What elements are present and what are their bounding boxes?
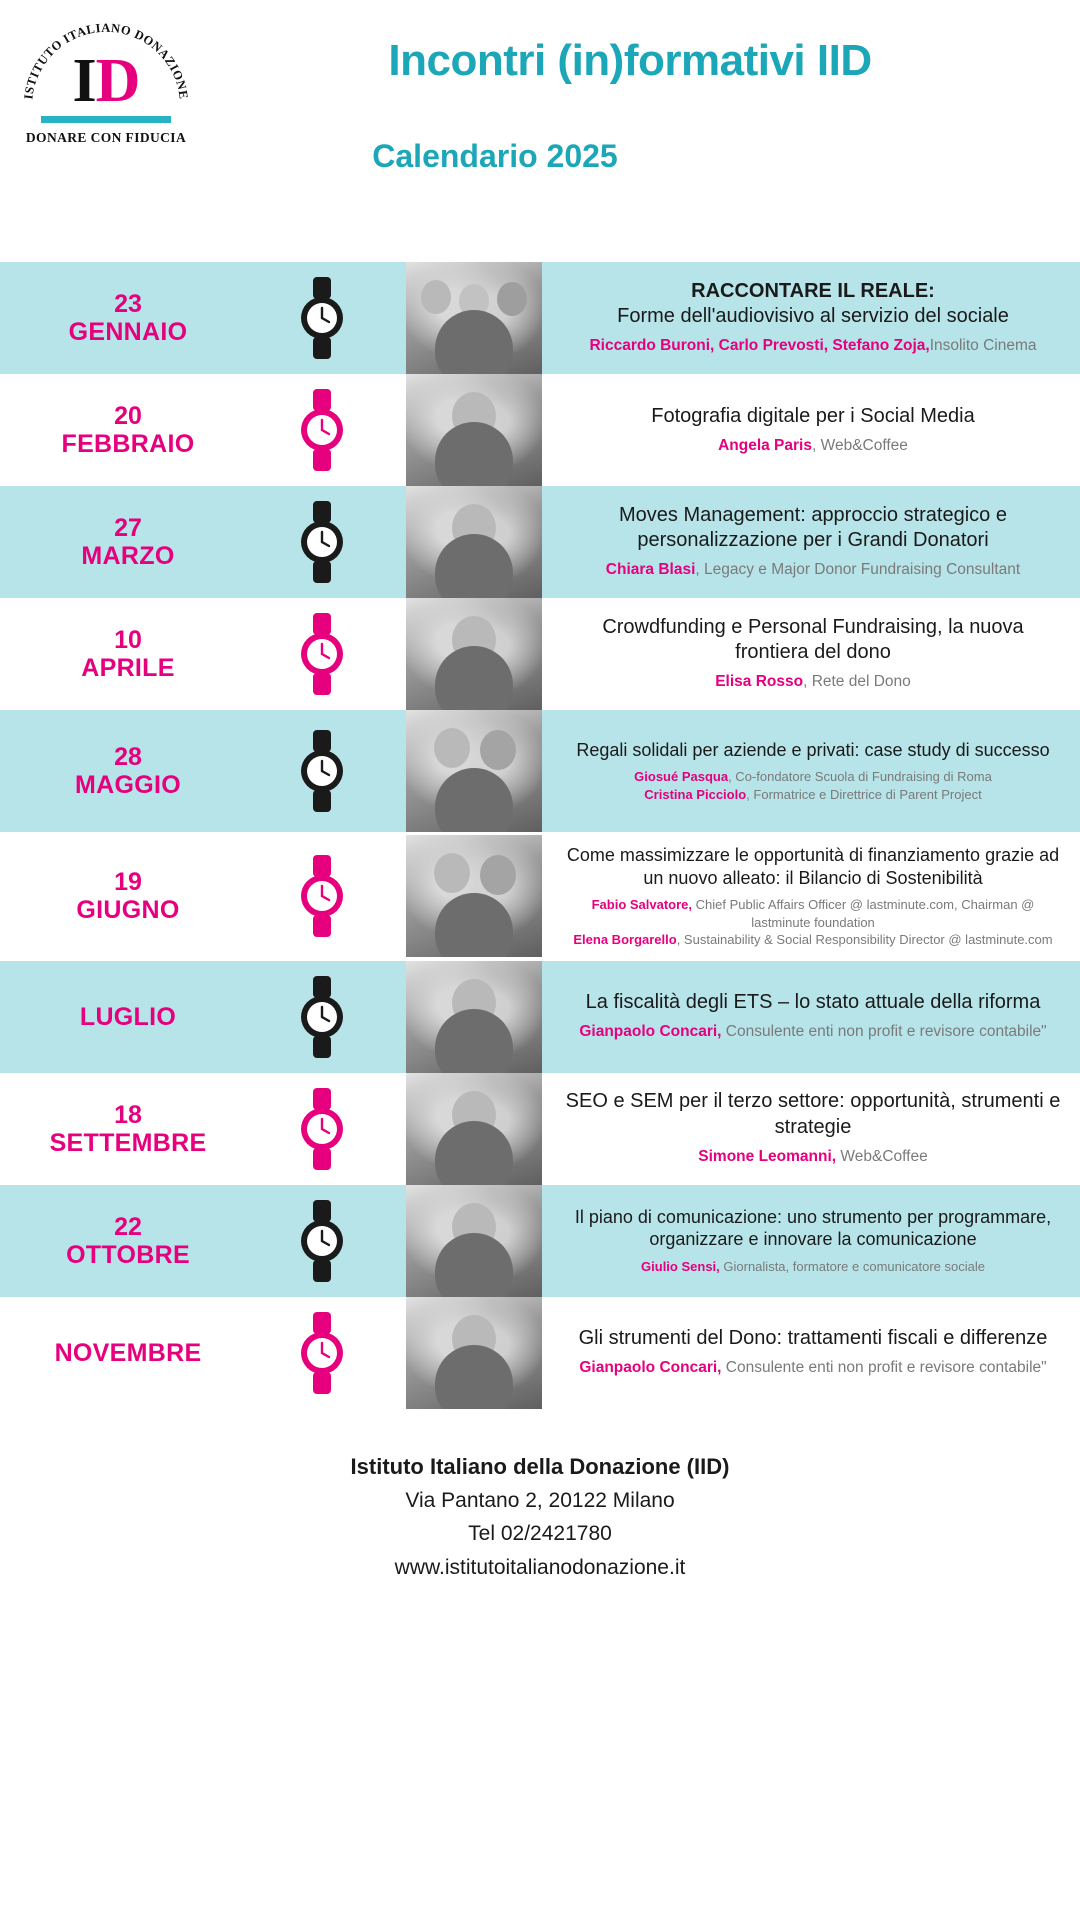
row-date — [0, 832, 256, 961]
speaker-role: , Co-fondatore Scuola di Fundraising di Roma — [728, 769, 992, 785]
date-day: 28 — [114, 743, 142, 771]
calendar-row — [0, 961, 1080, 1073]
speaker-role: Consulente enti non profit e revisore contabile" — [721, 1023, 1047, 1041]
session-title-text: Gli strumenti del Dono: trattamenti fiscali e differenze — [578, 1327, 1048, 1350]
calendar-row — [0, 1073, 1080, 1185]
iid-logo — [8, 8, 204, 168]
row-photo — [388, 374, 558, 486]
speaker-name: Giosué Pasqua — [634, 769, 729, 785]
date-month: APRILE — [81, 654, 175, 682]
session-title-text: Forme dell'audiovisivo al servizio del sociale — [617, 305, 1009, 328]
date-month: FEBBRAIO — [61, 430, 195, 458]
session-title-text: Crowdfunding e Personal Fundraising, la nuova frontiera del dono — [602, 615, 1024, 664]
row-photo — [388, 710, 558, 832]
portrait-head-2 — [480, 855, 516, 895]
row-watch — [256, 598, 388, 710]
session-speakers — [579, 1022, 1046, 1043]
session-title-text: Come massimizzare le opportunità di finanziamento grazie ad un nuovo alleato: il Bilancio di Sostenibilità — [566, 845, 1060, 888]
session-speakers — [634, 768, 992, 803]
row-date — [0, 1185, 256, 1297]
watch-icon — [296, 1310, 348, 1396]
session-title-text: Moves Management: approccio strategico e personalizzazione per i Grandi Donatori — [619, 503, 1007, 552]
row-date — [0, 598, 256, 710]
row-photo — [388, 486, 558, 598]
row-text — [558, 1297, 1080, 1409]
logo-arc-label: ISTITUTO ITALIANO DONAZIONE — [21, 20, 191, 101]
page-subtitle: Calendario 2025 — [372, 138, 618, 174]
row-watch — [256, 262, 388, 374]
session-title-emphasis: RACCONTARE IL REALE: — [691, 279, 935, 302]
portrait-head — [421, 280, 451, 314]
row-text — [558, 961, 1080, 1073]
speaker-role: , Legacy e Major Donor Fundraising Consultant — [695, 561, 1021, 579]
page-header — [0, 0, 1080, 262]
session-title — [564, 615, 1062, 665]
row-text — [558, 598, 1080, 710]
watch-icon — [296, 499, 348, 585]
calendar-row — [0, 598, 1080, 710]
speaker-name: Elisa Rosso — [715, 673, 804, 691]
speaker-role: Insolito Cinema — [929, 337, 1037, 355]
session-title-text: SEO e SEM per il terzo settore: opportunità, strumenti e strategie — [565, 1090, 1061, 1138]
page-title: Incontri (in)formativi IID — [388, 36, 872, 85]
session-speakers — [606, 560, 1020, 581]
row-text — [558, 374, 1080, 486]
row-photo — [388, 832, 558, 961]
portrait-head — [434, 728, 470, 768]
row-photo — [388, 1297, 558, 1409]
footer-address: Via Pantano 2, 20122 Milano — [405, 1488, 675, 1512]
session-speakers — [579, 1358, 1046, 1379]
session-title-text: Regali solidali per aziende e privati: case study di successo — [576, 739, 1050, 760]
row-text — [558, 832, 1080, 961]
speaker-name: Fabio Salvatore, — [591, 897, 693, 913]
row-date — [0, 1297, 256, 1409]
footer-website[interactable]: www.istitutoitalianodonazione.it — [394, 1555, 686, 1579]
footer-organization: Istituto Italiano della Donazione (IID) — [350, 1453, 730, 1479]
watch-icon — [296, 853, 348, 939]
speaker-name: Gianpaolo Concari, — [579, 1359, 722, 1377]
speaker-photo — [406, 1073, 542, 1185]
speaker-photo — [406, 486, 542, 598]
date-month: GENNAIO — [68, 318, 188, 346]
date-month: MARZO — [81, 542, 175, 570]
session-title-text: Fotografia digitale per i Social Media — [651, 404, 975, 427]
row-watch — [256, 486, 388, 598]
watch-icon — [296, 1198, 348, 1284]
speaker-photo — [406, 374, 542, 486]
logo-monogram-d: D — [95, 47, 140, 115]
watch-icon — [296, 387, 348, 473]
date-month: MAGGIO — [75, 771, 181, 799]
calendar-rows — [0, 262, 1080, 1409]
speaker-role: Chief Public Affairs Officer @ lastminute.com, Chairman @ lastminute foundation — [692, 897, 1035, 930]
row-text — [558, 262, 1080, 374]
session-speakers — [564, 896, 1062, 948]
date-month: SETTEMBRE — [49, 1128, 207, 1157]
speaker-photo — [406, 598, 542, 710]
speaker-role-2: , Sustainability & Social Responsibility Director @ lastminute.com — [676, 932, 1053, 948]
row-photo — [388, 262, 558, 374]
row-date — [0, 486, 256, 598]
logo-bar — [41, 116, 171, 123]
row-date — [0, 1073, 256, 1185]
speaker-role-2: , Formatrice e Direttrice di Parent Project — [746, 786, 982, 802]
row-date — [0, 710, 256, 832]
watch-icon — [296, 611, 348, 697]
page-footer — [0, 1409, 1080, 1619]
date-day: 18 — [114, 1100, 142, 1129]
session-speakers — [589, 336, 1036, 357]
row-text — [558, 1073, 1080, 1185]
speaker-name: Gianpaolo Concari, — [579, 1023, 722, 1041]
speaker-name-2: Elena Borgarello — [573, 932, 677, 948]
date-day: 23 — [114, 290, 142, 318]
speaker-role: Web&Coffee — [836, 1147, 928, 1165]
speaker-role: Giornalista, formatore e comunicatore sociale — [719, 1259, 985, 1275]
speaker-role: Consulente enti non profit e revisore contabile" — [721, 1359, 1047, 1377]
session-title — [617, 279, 1009, 329]
session-title-text: Il piano di comunicazione: uno strumento per programmare, organizzare e innovare la comunicazione — [574, 1206, 1052, 1250]
session-title — [586, 990, 1041, 1015]
session-speakers — [698, 1147, 927, 1168]
row-watch — [256, 832, 388, 961]
row-photo — [388, 598, 558, 710]
speaker-name-2: Cristina Picciolo — [644, 786, 747, 802]
calendar-row — [0, 832, 1080, 961]
row-watch — [256, 710, 388, 832]
row-date — [0, 961, 256, 1073]
calendar-row — [0, 486, 1080, 598]
portrait-head-2 — [480, 730, 516, 770]
row-watch — [256, 1073, 388, 1185]
row-date — [0, 262, 256, 374]
row-photo — [388, 1073, 558, 1185]
session-title — [579, 1326, 1048, 1351]
speaker-photo — [406, 835, 542, 957]
session-title — [564, 1206, 1062, 1251]
speaker-name: Chiara Blasi — [605, 561, 696, 579]
session-title — [564, 503, 1062, 553]
row-text — [558, 1185, 1080, 1297]
date-day: 10 — [114, 626, 142, 654]
session-title — [651, 404, 975, 429]
date-month: LUGLIO — [79, 1002, 177, 1031]
speaker-photo — [406, 1185, 542, 1297]
watch-icon — [296, 974, 348, 1060]
calendar-row — [0, 1297, 1080, 1409]
portrait-head-3 — [497, 282, 527, 316]
date-day: 22 — [114, 1212, 142, 1241]
session-speakers — [718, 436, 908, 457]
logo-tagline: DONARE CON FIDUCIA — [25, 130, 187, 145]
session-title-text: La fiscalità degli ETS – lo stato attuale della riforma — [585, 991, 1041, 1014]
date-month: NOVEMBRE — [54, 1338, 202, 1367]
speaker-name: Angela Paris — [718, 436, 812, 454]
date-month: GIUGNO — [76, 896, 180, 925]
session-title — [564, 844, 1062, 889]
calendar-row — [0, 374, 1080, 486]
row-watch — [256, 1185, 388, 1297]
calendar-row — [0, 1185, 1080, 1297]
footer-phone: Tel 02/2421780 — [468, 1522, 612, 1546]
session-title — [564, 1089, 1062, 1139]
row-photo — [388, 961, 558, 1073]
row-watch — [256, 961, 388, 1073]
logo-monogram — [13, 47, 199, 115]
speaker-photo — [406, 262, 542, 374]
date-month: OTTOBRE — [66, 1240, 190, 1269]
row-text — [558, 486, 1080, 598]
speaker-name: Riccardo Buroni, Carlo Prevosti, Stefano Zoja, — [589, 337, 930, 355]
speaker-name: Simone Leomanni, — [698, 1147, 837, 1165]
row-watch — [256, 1297, 388, 1409]
row-photo — [388, 1185, 558, 1297]
session-title — [576, 739, 1049, 762]
session-speakers — [715, 672, 911, 693]
speaker-name: Giulio Sensi, — [641, 1259, 720, 1275]
speaker-photo — [406, 1297, 542, 1409]
calendar-row — [0, 710, 1080, 832]
date-day: 19 — [114, 868, 142, 897]
speaker-photo — [406, 961, 542, 1073]
row-date — [0, 374, 256, 486]
logo-monogram-i: I — [72, 47, 96, 115]
speaker-role: , Rete del Dono — [803, 673, 911, 691]
speaker-photo — [406, 710, 542, 832]
watch-icon — [296, 275, 348, 361]
session-speakers — [641, 1258, 985, 1275]
portrait-head — [434, 853, 470, 893]
speaker-role: , Web&Coffee — [811, 436, 908, 454]
row-text — [558, 710, 1080, 832]
calendar-row — [0, 262, 1080, 374]
date-day: 20 — [114, 402, 142, 430]
watch-icon — [296, 728, 348, 814]
row-watch — [256, 374, 388, 486]
watch-icon — [296, 1086, 348, 1172]
date-day: 27 — [114, 514, 142, 542]
